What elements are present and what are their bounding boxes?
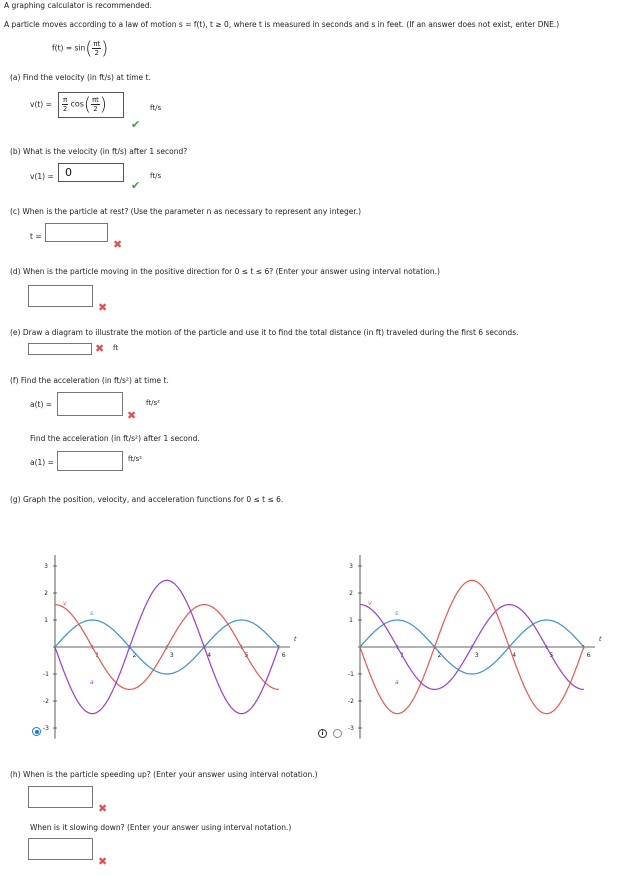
check-icon: ✔ <box>131 118 141 131</box>
acceleration-at-1-input[interactable] <box>57 451 123 471</box>
total-distance-input[interactable] <box>28 343 92 355</box>
graph-option-2-radio[interactable] <box>333 729 342 738</box>
slowing-down-input[interactable] <box>28 838 93 860</box>
cross-icon: ✖ <box>95 342 105 355</box>
y-tick-label: -1 <box>43 671 49 678</box>
y-tick-label: 1 <box>349 617 353 624</box>
label-a: a <box>395 679 399 686</box>
label-s: s <box>90 610 94 617</box>
velocity-input[interactable]: $\frac{\pi}{2}$ cos( $\frac{\pi t}{2}$ ) <box>58 92 124 118</box>
question-b: (b) What is the velocity (in ft/s) after 1 second? <box>10 147 188 156</box>
question-c: (c) When is the particle at rest? (Use the parameter n as necessary to represent any integer.) <box>10 207 362 216</box>
rest-time-input[interactable] <box>45 223 108 242</box>
question-f2: Find the acceleration (in ft/s²) after 1 second. <box>30 434 200 443</box>
t-axis-label: t <box>598 636 602 643</box>
cross-icon: ✖ <box>98 855 108 868</box>
t-axis-label: t <box>293 636 297 643</box>
function-argument: $\frac{\pi t}{2}$ <box>93 40 101 57</box>
x-tick-label: 4 <box>207 652 212 659</box>
y-tick-label: 1 <box>44 617 48 624</box>
velocity-at-1-input[interactable]: 0 <box>58 163 124 182</box>
cross-icon: ✖ <box>113 238 123 251</box>
cross-icon: ✖ <box>127 409 137 422</box>
cross-icon: ✖ <box>98 802 108 815</box>
calculator-note: A graphing calculator is recommended. <box>4 1 152 10</box>
info-icon[interactable]: i <box>318 729 327 738</box>
graph-option-1-radio[interactable] <box>32 727 41 736</box>
y-tick-label: -2 <box>43 698 49 705</box>
positive-direction-input[interactable] <box>28 285 93 307</box>
label-vt: v(t) = <box>30 100 52 109</box>
y-tick-label: -1 <box>348 671 354 678</box>
unit-f: ft/s² <box>146 399 160 407</box>
unit-f2: ft/s² <box>128 455 142 463</box>
function-lhs: f(t) = sin <box>52 43 86 53</box>
question-h2: When is it slowing down? (Enter your answer using interval notation.) <box>30 823 292 832</box>
x-tick-label: 6 <box>586 652 591 659</box>
y-tick-label: -3 <box>348 725 354 732</box>
label-v: v <box>368 600 372 607</box>
y-tick-label: 3 <box>349 563 353 570</box>
label-at: a(t) = <box>30 400 53 409</box>
x-tick-label: 2 <box>132 652 137 659</box>
question-d: (d) When is the particle moving in the positive direction for 0 ≤ t ≤ 6? (Enter your answer using interval notation.) <box>10 267 440 276</box>
unit-b: ft/s <box>150 172 162 180</box>
x-tick-label: 1 <box>95 652 100 659</box>
unit-a: ft/s <box>150 104 162 112</box>
label-v1: v(1) = <box>30 172 54 181</box>
x-tick-label: 4 <box>512 652 517 659</box>
label-a1: a(1) = <box>30 458 54 467</box>
y-tick-label: 3 <box>44 563 48 570</box>
x-tick-label: 2 <box>437 652 442 659</box>
graph-area <box>0 555 620 740</box>
y-tick-label: 2 <box>44 590 48 597</box>
check-icon: ✔ <box>131 179 141 192</box>
x-tick-label: 3 <box>169 652 174 659</box>
question-f: (f) Find the acceleration (in ft/s²) at time t. <box>10 376 169 385</box>
question-a: (a) Find the velocity (in ft/s) at time t. <box>10 73 151 82</box>
x-tick-label: 6 <box>281 652 286 659</box>
x-tick-label: 3 <box>474 652 479 659</box>
y-tick-label: -2 <box>348 698 354 705</box>
question-h: (h) When is the particle speeding up? (Enter your answer using interval notation.) <box>10 770 318 779</box>
y-tick-label: 2 <box>349 590 353 597</box>
unit-e: ft <box>113 344 119 352</box>
label-v: v <box>63 600 67 607</box>
question-e: (e) Draw a diagram to illustrate the motion of the particle and use it to find the total distance (in ft) traveled during the first 6 seconds. <box>10 328 519 337</box>
problem-intro: A particle moves according to a law of motion s = f(t), t ≥ 0, where t is measured in seconds and s in feet. (If an answer does not exist, enter DNE.) <box>4 20 560 29</box>
label-a: a <box>90 679 94 686</box>
function-definition: f(t) = sin( $\frac{\pi t}{2}$ ) <box>52 38 109 59</box>
acceleration-input[interactable] <box>57 392 123 416</box>
cross-icon: ✖ <box>98 301 108 314</box>
speeding-up-input[interactable] <box>28 786 93 808</box>
y-tick-label: -3 <box>43 725 49 732</box>
label-t: t = <box>30 232 42 241</box>
x-tick-label: 5 <box>244 652 249 659</box>
question-g: (g) Graph the position, velocity, and acceleration functions for 0 ≤ t ≤ 6. <box>10 495 284 504</box>
label-s: s <box>395 610 399 617</box>
x-tick-label: 5 <box>549 652 554 659</box>
x-tick-label: 1 <box>400 652 405 659</box>
